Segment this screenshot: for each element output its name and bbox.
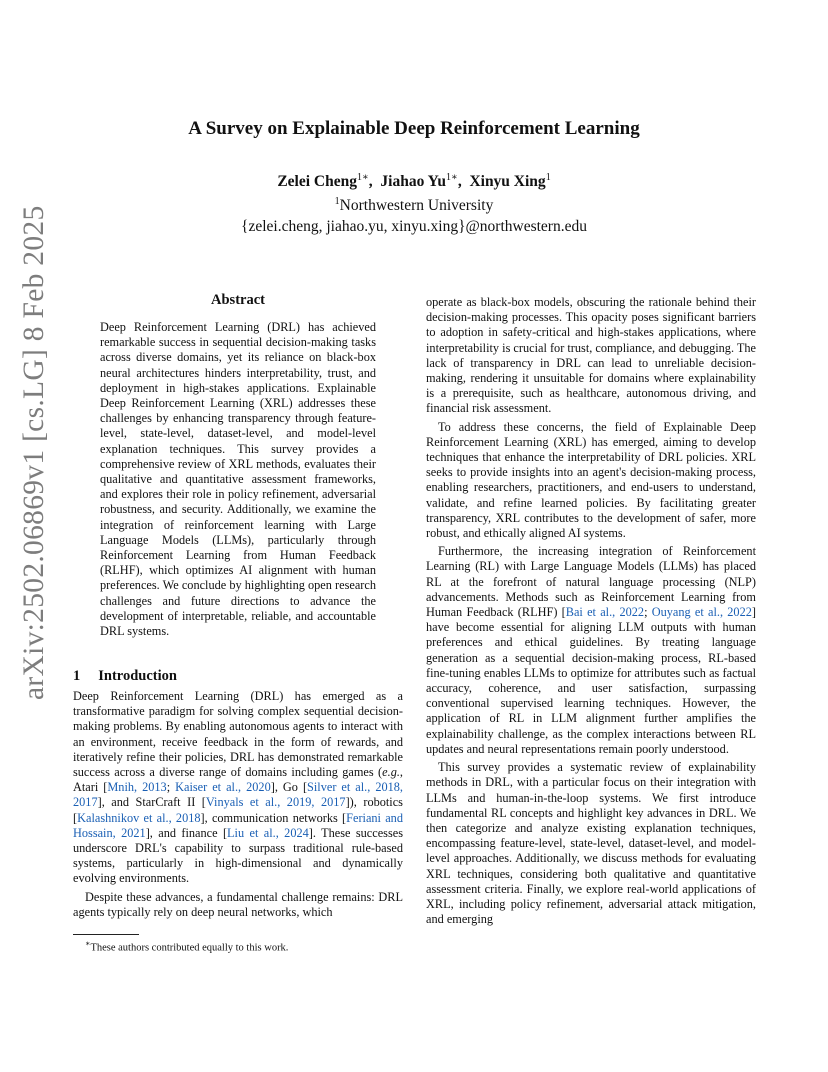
text-run: Furthermore, the increasing integration of Reinforcement Learning (RL) with Large Language Models (LLMs) has placed RL at the forefront of natural language processing (NLP) advancements. Methods such as Reinforcement Learning from Human Feedback (RLHF) [	[426, 544, 756, 620]
text-run: ]), robotics [	[73, 795, 403, 825]
footnote	[85, 939, 288, 954]
section-number: 1	[73, 668, 81, 684]
author-name: Zelei Cheng	[277, 173, 357, 191]
citation-link[interactable]: Kaiser et al., 2020	[175, 780, 271, 795]
text-run: ], and StarCraft II [	[97, 795, 206, 810]
citation-link[interactable]: Vinyals et al., 2019, 2017	[205, 795, 346, 810]
section-title: Introduction	[98, 668, 177, 684]
citation-link[interactable]: Bai et al., 2022	[565, 605, 645, 620]
citation-link[interactable]: Ouyang et al., 2022	[651, 605, 752, 620]
text-run: Deep Reinforcement Learning (DRL) has emerged as a transformative paradigm for solving complex sequential decision-making problems. By enabling autonomous agents to interact with an environment, receive feedback in the form of rewards, and iteratively refine their policies, DRL has demonstrated remarkable success across a diverse range of domains including games (	[73, 689, 403, 780]
right-paragraph-1: operate as black-box models, obscuring the rationale behind their decision-making processes. This opacity poses significant barriers to adoption in safety-critical and high-stakes applications, where interpretability is crucial for trust, compliance, and debugging. The lack of transparency in DRL can lead to unreliable decision-making, rendering it unsuitable for domains where explainability is a prerequisite, such as healthcare, autonomous driving, and financial risk assessment.	[426, 295, 756, 416]
text-run: ], Go [	[270, 780, 308, 795]
citation-link[interactable]: Silver et al., 2018, 2017	[73, 780, 403, 810]
text-run: ] have become essential for aligning LLM outputs with human preferences and ethical guidelines. By treating language generation as a sequential decision-making process, RL-based fine-tuning enables LLMs to optimize for attributes such as factual accuracy, coherence, and user satisfaction, surpassing conventional supervised learning techniques. However, the application of RL in LLM alignment further amplifies the explainability challenge, as the complex interactions between RL updates and neural representations remain poorly understood.	[426, 605, 756, 756]
footnote-text: These authors contributed equally to this work.	[90, 942, 289, 954]
citation-link[interactable]: Mnih, 2013	[107, 780, 167, 795]
arxiv-identifier-stamp: arXiv:2502.06869v1 [cs.LG] 8 Feb 2025	[18, 205, 50, 700]
left-column-body	[73, 689, 403, 920]
section-heading-introduction	[73, 668, 177, 685]
right-paragraph-3	[426, 544, 756, 757]
author-mark: 1	[545, 172, 551, 183]
right-column-body	[426, 295, 756, 927]
footnote-rule	[73, 934, 139, 935]
text-run: ], and finance [	[145, 825, 228, 840]
right-paragraph-2: To address these concerns, the field of Explainable Deep Reinforcement Learning (XRL) has emerged, aiming to develop techniques that enhance the interpretability of DRL policies. XRL seeks to provide insights into an agent's decision-making process, enabling researchers, practitioners, and end-users to understand, validate, and refine learned policies. By facilitating greater transparency, XRL contributes to the development of safer, more robust, and ethically aligned AI systems.	[426, 419, 756, 541]
author-list: Zelei Cheng$^{1∗}$, Jiahao $Yu^{1∗}$, Xinyu Xing$^1$	[277, 172, 551, 191]
author-name: Xinyu Xing	[469, 173, 546, 191]
citation-link[interactable]: Feriani and Hossain, 2021	[73, 810, 403, 840]
intro-paragraph-1: Deep Reinforcement Learning (DRL) has emerged as a transformative paradigm for solving complex sequential decision-making problems. By enabling autonomous agents to interact with an environment, receive feedback in the form of rewards, and iteratively refine their policies, DRL has demonstrated remarkable success across a diverse range of domains including games (e.g., Atari [Mnih, 2013; Kaiser et al., 2020], Go [Silver et al., 2018, 2017], and StarCraft II [Vinyals et al., 2019, 2017]), robotics [Kalashnikov et al., 2018], communication networks [Feriani and Hossain, 2021], and finance [Liu et al., 2024]. These successes underscore DRL's capability to surpass traditional rule-based systems, particularly in high-dimensional and dynamically evolving environments.	[73, 689, 403, 886]
right-paragraph-4: This survey provides a systematic review of explainability methods in DRL, with a particular focus on their integration with LLMs and human-in-the-loop systems. We first introduce fundamental RL concepts and highlight key advances in DRL. We then categorize and analyze existing explanation techniques, encompassing feature-level, state-level, dataset-level, and model-level approaches. Additionally, we discuss methods for evaluating XRL techniques, considering both qualitative and quantitative assessment criteria. Finally, we explore real-world applications of XRL, including policy refinement, adversarial attack mitigation, and emerging	[426, 760, 756, 927]
citation-link[interactable]: Liu et al., 2024	[227, 825, 309, 840]
text-run-italic: e.g.	[382, 765, 400, 780]
text-run: ]. These successes underscore DRL's capability to surpass traditional rule-based systems, particularly in high-dimensional and dynamically evolving environments.	[73, 825, 403, 886]
abstract-heading: Abstract	[211, 292, 265, 308]
abstract-text: Deep Reinforcement Learning (DRL) has achieved remarkable success in sequential decision-making tasks across diverse domains, yet its reliance on black-box neural architectures hinders interpretability, trust, and deployment in high-stakes applications. Explainable Deep Reinforcement Learning (XRL) addresses these challenges by enhancing transparency through feature-level, state-level, dataset-level, and model-level explanation techniques. This survey provides a comprehensive review of XRL methods, evaluates their qualitative and quantitative assessment frameworks, and explores their role in policy refinement, adversarial robustness, and security. Additionally, we examine the integration of reinforcement learning with Large Language Models (LLMs), particularly through Reinforcement Learning from Human Feedback (RLHF), which optimizes AI alignment with human preferences. We conclude by highlighting open research challenges and future directions to advance the development of interpretable, reliable, and accountable DRL systems.	[100, 320, 376, 639]
affiliation-name: Northwestern University	[339, 197, 494, 215]
affiliation-mark: 1	[334, 196, 340, 207]
abstract-body	[100, 320, 376, 639]
text-run: ], communication networks [	[200, 810, 347, 825]
author-mark: 1∗	[446, 172, 458, 183]
author-mark: 1∗	[356, 172, 369, 183]
intro-paragraph-2: Despite these advances, a fundamental challenge remains: DRL agents typically rely on deep neural networks, which	[73, 889, 403, 919]
paper-title: A Survey on Explainable Deep Reinforcement Learning	[188, 118, 640, 139]
text-run: , Atari [	[73, 765, 403, 795]
text-run: ;	[644, 605, 652, 620]
author-emails: {zelei.cheng, jiahao.yu, xinyu.xing}@northwestern.edu	[241, 218, 587, 235]
footnote-mark: ∗	[85, 939, 91, 948]
citation-link[interactable]: Kalashnikov et al., 2018	[77, 810, 201, 825]
affiliation	[0, 196, 828, 215]
author-name: Jiahao Yu	[380, 173, 447, 191]
